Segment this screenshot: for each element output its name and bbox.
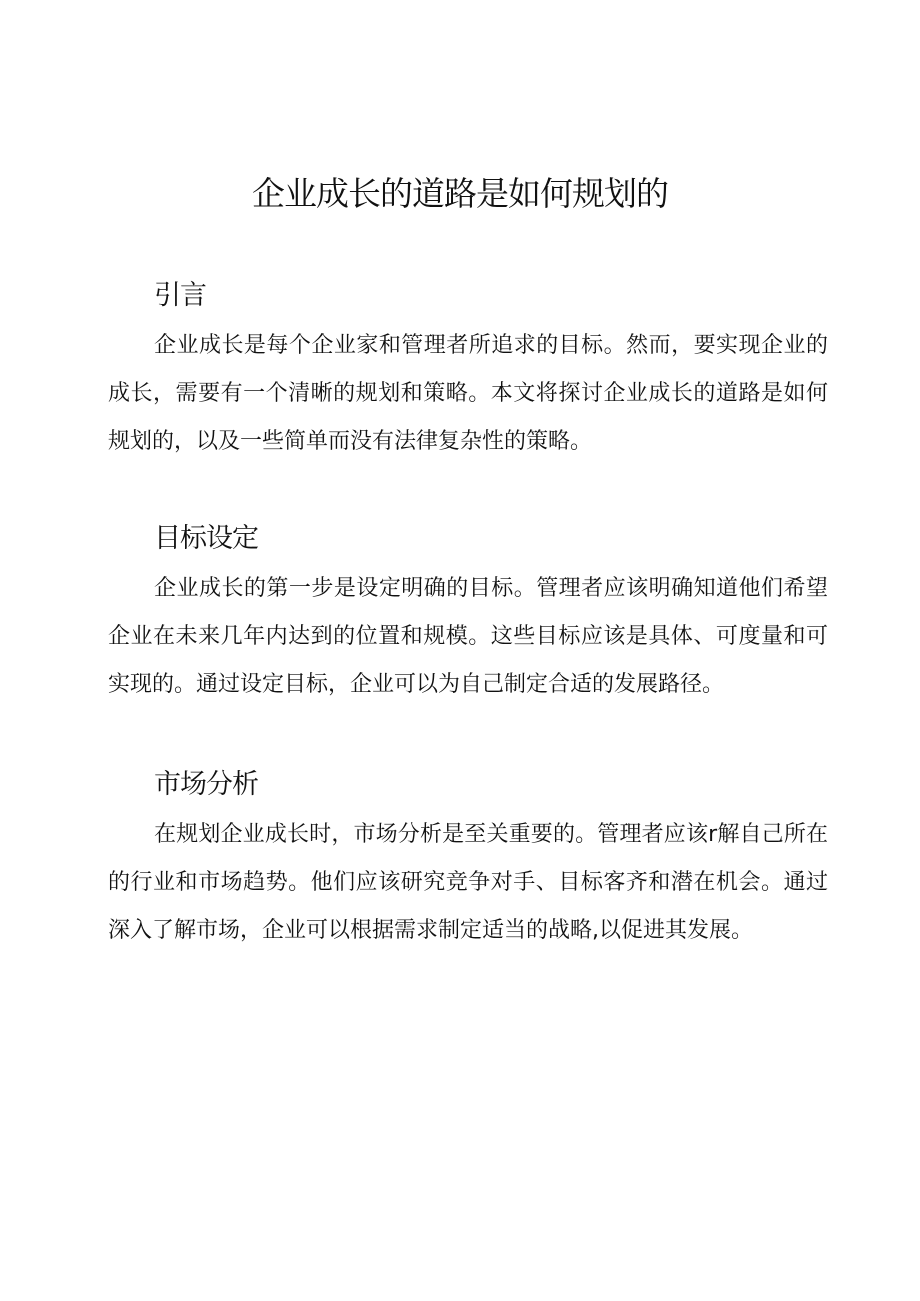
section-paragraph: 企业成长是每个企业家和管理者所追求的目标。然而，要实现企业的成长，需要有一个清晰的规划和策略。本文将探讨企业成长的道路是如何规划的，以及一些简单而没有法律复杂性的策略。 [108, 333, 828, 454]
section-paragraph: 在规划企业成长时，市场分析是至关重要的。管理者应该r解自己所在的行业和市场趋势。他们应该研究竞争对手、目标客齐和潜在机会。通过深入了解市场，企业可以根据需求制定适当的战略,以促进其发展。 [108, 822, 828, 943]
section-heading: 市场分析 [154, 769, 258, 800]
section-market-analysis [108, 765, 828, 955]
section-goal-setting [108, 519, 828, 709]
section-introduction [108, 276, 828, 466]
section-heading: 引言 [154, 280, 206, 311]
document-title: 企业成长的道路是如何规划的 [252, 174, 668, 213]
section-heading: 目标设定 [154, 523, 258, 554]
section-paragraph: 企业成长的第一步是设定明确的目标。管理者应该明确知道他们希望企业在未来几年内达到的位置和规模。这些目标应该是具体、可度量和可实现的。通过设定目标，企业可以为自己制定合适的发展路径。 [108, 576, 828, 697]
